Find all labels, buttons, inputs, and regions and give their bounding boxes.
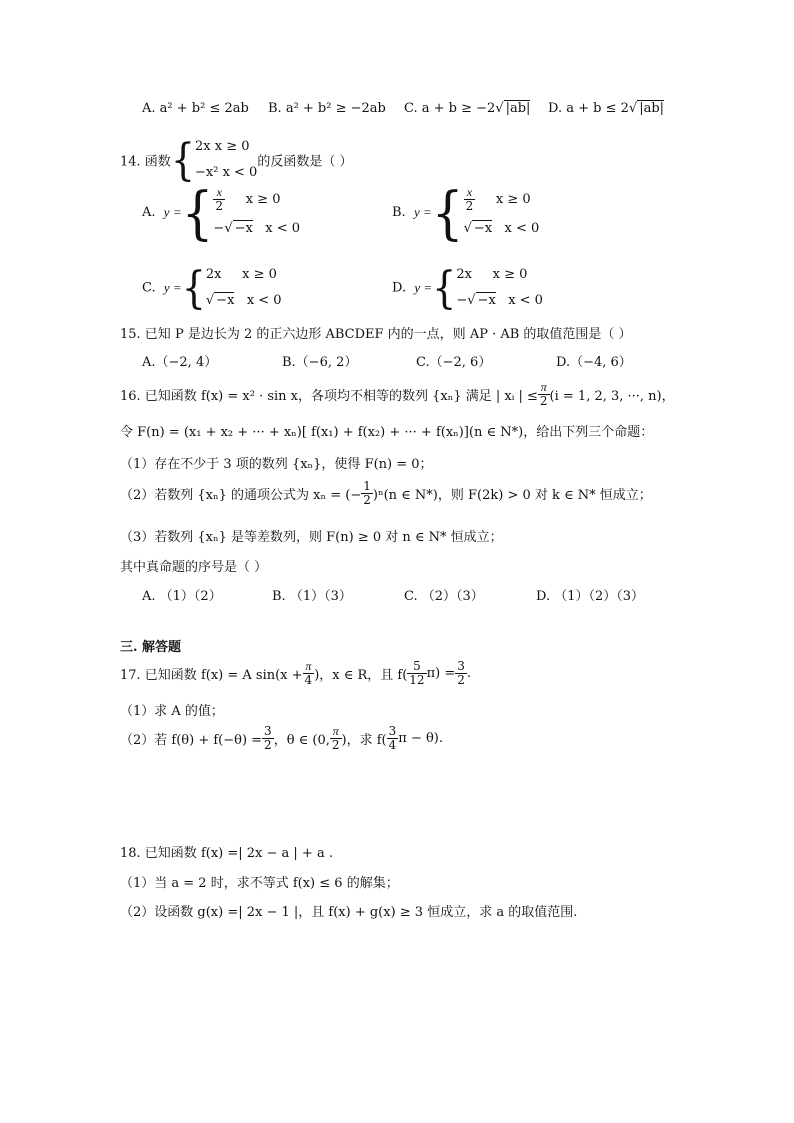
q16-statement-1: （1）存在不少于 3 项的数列 {xₙ}，使得 F(n) = 0； bbox=[120, 457, 433, 472]
q17-part-2: （2）若 f(θ) + f(−θ) = $\frac{3}{2}$ ，θ ∈ (0, $\frac{\pi}{2}$ )，求 f( $\frac{3}{4}$ π − θ). bbox=[120, 724, 443, 752]
q16-option-b: B. （1）（3） bbox=[272, 589, 352, 604]
q13-option-d: D. a + b ≤ 2√ |ab| bbox=[548, 101, 665, 116]
q15-option-a: A.（−2, 4） bbox=[142, 355, 218, 370]
q16-statement-3: （3）若数列 {xₙ} 是等差数列，则 F(n) ≥ 0 对 n ∈ N* 恒成立； bbox=[120, 530, 503, 545]
q16-option-a: A. （1）（2） bbox=[142, 589, 222, 604]
q16-line-2: 令 F(n) = (x₁ + x₂ + ··· + xₙ)[ f(x₁) + f(x₂) + ··· + f(xₙ)](n ∈ N*)，给出下列三个命题： bbox=[120, 425, 654, 440]
q18-part-2: （2）设函数 g(x) =| 2x − 1 |，且 f(x) + g(x) ≥ 3 恒成立，求 a 的取值范围. bbox=[120, 905, 578, 920]
q14-option-d: D. y ={ 2x x ≥ 0 −√ −x x < 0 bbox=[392, 262, 543, 314]
q18-part-1: （1）当 a = 2 时，求不等式 f(x) ≤ 6 的解集； bbox=[120, 876, 399, 891]
q18-stem: 18. 已知函数 f(x) =| 2x − a | + a . bbox=[120, 846, 333, 861]
q15-stem: 15. 已知 P 是边长为 2 的正六边形 ABCDEF 内的一点，则 AP · AB 的取值范围是（ ） bbox=[120, 327, 632, 342]
q14-option-b: B. y ={ $\frac{x}{2}$ x ≥ 0 √ −x x < 0 bbox=[392, 179, 540, 246]
q16-statement-2: （2）若数列 {xₙ} 的通项公式为 xₙ = (− $\frac{1}{2}$ )ⁿ(n ∈ N*)，则 F(2k) > 0 对 k ∈ N* 恒成立； bbox=[120, 479, 652, 507]
q16-line-1: 16. 已知函数 f(x) = x² · sin x，各项均不相等的数列 {xₙ} 满足 | xᵢ | ≤ $\frac{\pi}{2}$ (i = 1, 2, 3, ···, n)， bbox=[120, 380, 675, 408]
q16-line-6: 其中真命题的序号是（ ） bbox=[120, 560, 268, 575]
q15-option-b: B.（−6, 2） bbox=[282, 355, 358, 370]
q14-option-c: C. y ={ 2x x ≥ 0 √ −x x < 0 bbox=[142, 262, 282, 314]
section-title: 三. 解答题 bbox=[120, 640, 182, 655]
q14-option-a: A. y ={ $\frac{x}{2}$ x ≥ 0 −√ −x x < 0 bbox=[142, 179, 301, 246]
q16-option-d: D. （1）（2）（3） bbox=[536, 589, 645, 604]
q17-stem: 17. 已知函数 f(x) = A sin(x + $\frac{\pi}{4}$ )，x ∈ R，且 f( $\frac{5}{12}$ π) = $\frac{3}{2}$ . bbox=[120, 659, 471, 687]
q13-option-a: A. a² + b² ≤ 2ab bbox=[142, 101, 249, 116]
q13-option-b: B. a² + b² ≥ −2ab bbox=[268, 101, 386, 116]
q16-option-c: C. （2）（3） bbox=[404, 589, 484, 604]
q15-option-c: C.（−2, 6） bbox=[416, 355, 492, 370]
q14-stem: 14. 函数{ 2x x ≥ 0 −x² x < 0 的反函数是（ ） bbox=[120, 134, 353, 186]
q15-option-d: D.（−4, 6） bbox=[556, 355, 632, 370]
q17-part-1: （1）求 A 的值； bbox=[120, 704, 224, 719]
q13-option-c: C. a + b ≥ −2√ |ab| bbox=[404, 101, 531, 116]
